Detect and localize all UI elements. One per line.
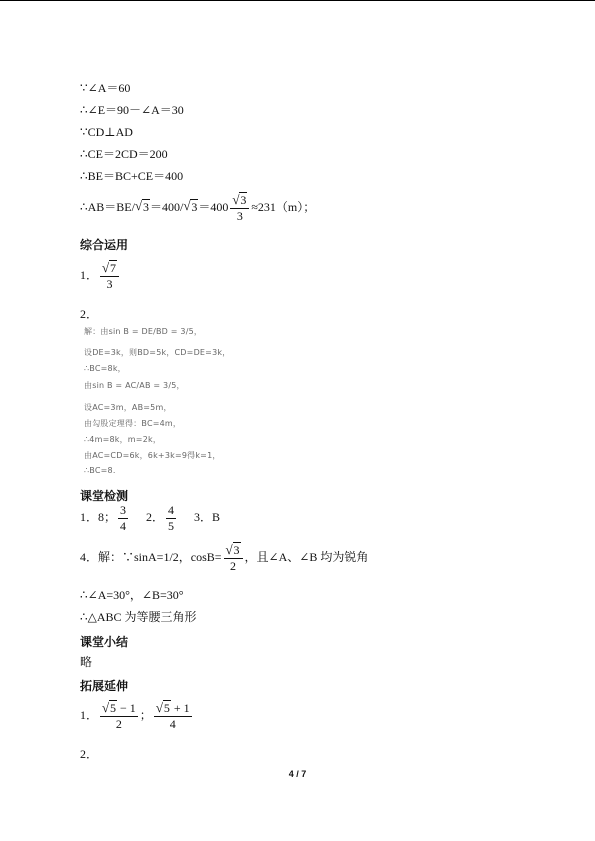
scan-line: 设AC=3m，AB=5m， <box>84 403 172 412</box>
text-segment: ≈231（m）； <box>251 200 316 214</box>
item-text: 4．解：∵sinA=1/2，cosB= <box>80 550 222 564</box>
text-segment: ＝400/ <box>149 200 184 214</box>
page-number: 4 / 7 <box>288 769 307 779</box>
scan-line: ∴4m=8k，m=2k， <box>84 435 162 444</box>
zonghe-item-1 <box>80 260 121 292</box>
jiance-row-1 <box>80 502 220 534</box>
fraction-4-over-5: $\frac{4}{5}$ <box>168 502 175 533</box>
fraction-sqrt5-minus-1-over-2: √ $\frac{5 - 1}{2}$ <box>100 701 138 732</box>
scan-line: ∴BC=8k， <box>84 364 126 373</box>
section-heading-zonghe: 综合运用 <box>80 238 129 252</box>
fraction-sqrt3-over-2: √ $\frac{3}{2}$ <box>224 543 243 574</box>
fraction-sqrt3-over-3: √ $\frac{3}{3}$ <box>230 193 249 224</box>
proof-line-3: ∵CD⊥AD <box>80 125 133 139</box>
text-segment: ＝400 <box>198 200 229 214</box>
item-text: ，且∠A、∠B 均为锐角 <box>244 550 369 564</box>
jiance-q4-line-1 <box>80 542 368 574</box>
separator: ； <box>139 708 152 722</box>
scan-line: 解：由sin B = DE/BD = 3/5， <box>84 327 203 336</box>
proof-line-4: ∴CE＝2CD＝200 <box>80 147 168 161</box>
scan-line: 由sin B = AC/AB = 3/5， <box>84 381 185 390</box>
proof-line-6 <box>80 192 315 224</box>
sqrt-3: √ 3 <box>183 192 198 222</box>
xiaojie-text: 略 <box>80 655 93 669</box>
sqrt-3: √ 3 <box>135 192 150 222</box>
scan-line: 由AC=CD=6k，6k+3k=9得k=1， <box>84 451 221 460</box>
proof-line-1: ∵∠A＝60 <box>80 81 131 95</box>
fraction-sqrt5-plus-1-over-4: √ $\frac{5 + 1}{4}$ <box>154 701 192 732</box>
item-number: 1． <box>80 268 99 282</box>
section-heading-tuozhan: 拓展延伸 <box>80 679 129 693</box>
item-text: 2． <box>146 510 165 524</box>
zonghe-item-2: 2． <box>80 307 99 321</box>
proof-line-5: ∴BE＝BC+CE＝400 <box>80 169 184 183</box>
scan-line: 设DE=3k，则BD=5k，CD=DE=3k， <box>84 348 231 357</box>
top-border <box>0 0 595 1</box>
proof-line-2: ∴∠E＝90－∠A＝30 <box>80 103 184 117</box>
fraction-sqrt7-over-3: √ $\frac{7}{3}$ <box>100 261 119 292</box>
jiance-q4-line-3: ∴△ABC 为等腰三角形 <box>80 610 197 624</box>
item-text: 3．B <box>194 510 221 524</box>
text-segment: ∴AB＝BE/ <box>80 200 135 214</box>
jiance-q4-line-2: ∴∠A=30°，∠B=30° <box>80 588 184 602</box>
scan-line: 由勾股定理得：BC=4m， <box>84 419 182 428</box>
item-text: 1．8； <box>80 510 117 524</box>
scanned-solution-image <box>84 322 234 475</box>
tuozhan-item-2: 2． <box>80 747 99 761</box>
tuozhan-item-1 <box>80 700 194 732</box>
fraction-3-over-4: $\frac{3}{4}$ <box>120 502 127 533</box>
section-heading-ketang-xiaojie: 课堂小结 <box>80 635 129 649</box>
scan-line: ∴BC=8. <box>84 466 116 475</box>
section-heading-ketang-jiance: 课堂检测 <box>80 489 129 503</box>
item-number: 1． <box>80 708 99 722</box>
